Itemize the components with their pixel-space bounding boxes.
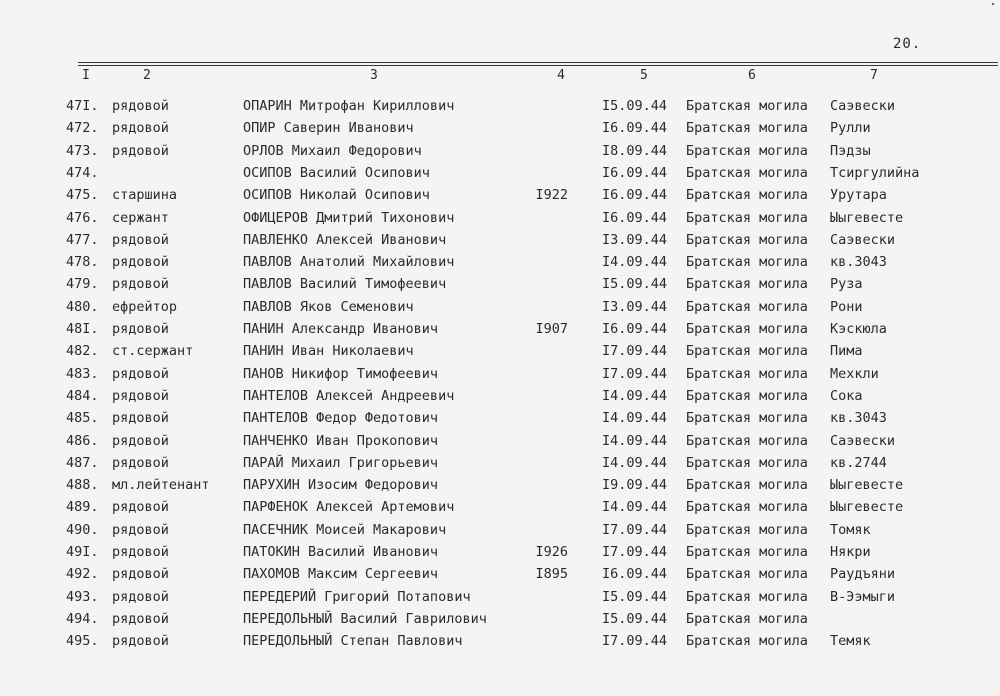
record-name: ПАРАЙ Михаил Григорьевич xyxy=(243,454,439,471)
record-burial-type: Братская могила xyxy=(686,544,808,560)
record-burial-place: Урутара xyxy=(830,187,887,204)
record-burial-type: Братская могила xyxy=(686,120,808,137)
record-death-date: I6.09.44 xyxy=(602,120,668,137)
header-rule-top xyxy=(78,62,998,63)
record-name: ОПИР Саверин Иванович xyxy=(243,120,414,137)
record-death-date: I4.09.44 xyxy=(602,387,668,404)
table-row xyxy=(0,118,1000,140)
record-birth-year: I926 xyxy=(535,544,568,560)
record-burial-place: Саэвески xyxy=(830,98,896,114)
record-number: 490. xyxy=(66,521,99,538)
record-name: ПАСЕЧНИК Моисей Макарович xyxy=(243,521,447,538)
record-name: ПАНИН Александр Иванович xyxy=(243,321,439,337)
record-rank: ст.сержант xyxy=(112,343,194,360)
record-rank: мл.лейтенант xyxy=(112,477,210,494)
record-death-date: I5.09.44 xyxy=(602,98,668,114)
record-burial-place: кв.3043 xyxy=(830,254,887,271)
table-row xyxy=(0,453,1000,475)
table-row xyxy=(0,587,1000,609)
record-rank: рядовой xyxy=(112,454,169,471)
column-header-2: 2 xyxy=(143,68,151,83)
record-death-date: I5.09.44 xyxy=(602,610,668,627)
record-number: 476. xyxy=(66,209,99,226)
record-burial-place: Пэдзы xyxy=(830,142,871,159)
record-rank: рядовой xyxy=(112,254,169,271)
record-rank: рядовой xyxy=(112,142,169,159)
record-burial-type: Братская могила xyxy=(686,231,808,248)
record-burial-type: Братская могила xyxy=(686,410,808,427)
record-number: 480. xyxy=(66,298,99,315)
record-number: 489. xyxy=(66,499,99,516)
record-burial-place: Темяк xyxy=(830,633,871,650)
record-number: 472. xyxy=(66,120,99,137)
record-death-date: I7.09.44 xyxy=(602,365,668,382)
table-row xyxy=(0,520,1000,542)
record-name: ПАРУХИН Изосим Федорович xyxy=(243,477,439,494)
table-row xyxy=(0,163,1000,185)
table-row xyxy=(0,386,1000,408)
record-burial-place: Саэвески xyxy=(830,231,896,248)
record-burial-type: Братская могила xyxy=(686,164,808,181)
record-burial-place: Раудъяни xyxy=(830,566,896,583)
record-number: 486. xyxy=(66,432,99,449)
record-rank: рядовой xyxy=(112,633,169,650)
record-name: ПАНТЕЛОВ Алексей Андреевич xyxy=(243,387,455,404)
record-number: 479. xyxy=(66,276,99,293)
table-row xyxy=(0,141,1000,163)
record-burial-place: В-Ээмыги xyxy=(830,588,896,605)
record-number: 493. xyxy=(66,588,99,605)
column-header-5: 5 xyxy=(640,68,648,83)
record-death-date: I3.09.44 xyxy=(602,231,668,248)
record-death-date: I6.09.44 xyxy=(602,321,668,337)
record-rank: рядовой xyxy=(112,521,169,538)
record-death-date: I7.09.44 xyxy=(602,544,668,560)
record-burial-type: Братская могила xyxy=(686,187,808,204)
record-burial-place: Сока xyxy=(830,387,863,404)
record-burial-place: Мехкли xyxy=(830,365,879,382)
record-number: 47I. xyxy=(66,98,99,114)
record-number: 495. xyxy=(66,633,99,650)
record-burial-type: Братская могила xyxy=(686,387,808,404)
record-rank: рядовой xyxy=(112,98,169,114)
table-row xyxy=(0,497,1000,519)
record-rank: рядовой xyxy=(112,231,169,248)
record-death-date: I4.09.44 xyxy=(602,432,668,449)
table-row xyxy=(0,542,1000,564)
paper-speck xyxy=(992,3,994,5)
record-burial-type: Братская могила xyxy=(686,454,808,471)
table-row xyxy=(0,96,1000,118)
table-row xyxy=(0,364,1000,386)
record-number: 49I. xyxy=(66,544,99,560)
record-name: ПАРФЕНОК Алексей Артемович xyxy=(243,499,455,516)
record-burial-type: Братская могила xyxy=(686,588,808,605)
record-number: 494. xyxy=(66,610,99,627)
table-row xyxy=(0,609,1000,631)
record-death-date: I9.09.44 xyxy=(602,477,668,494)
record-name: ПАХОМОВ Максим Сергеевич xyxy=(243,566,439,583)
column-header-3: 3 xyxy=(370,68,378,83)
table-row xyxy=(0,431,1000,453)
table-row xyxy=(0,475,1000,497)
table-row xyxy=(0,341,1000,363)
record-death-date: I6.09.44 xyxy=(602,187,668,204)
record-burial-type: Братская могила xyxy=(686,343,808,360)
record-burial-type: Братская могила xyxy=(686,499,808,516)
column-header-6: 6 xyxy=(748,68,756,83)
record-number: 484. xyxy=(66,387,99,404)
table-row xyxy=(0,564,1000,586)
record-death-date: I7.09.44 xyxy=(602,633,668,650)
record-rank: рядовой xyxy=(112,499,169,516)
record-name: ПАТОКИН Василий Иванович xyxy=(243,544,439,560)
record-rank: рядовой xyxy=(112,321,169,337)
record-death-date: I4.09.44 xyxy=(602,454,668,471)
record-rank: сержант xyxy=(112,209,169,226)
record-name: ОФИЦЕРОВ Дмитрий Тихонович xyxy=(243,209,455,226)
table-row xyxy=(0,185,1000,207)
record-number: 473. xyxy=(66,142,99,159)
table-row xyxy=(0,297,1000,319)
record-burial-type: Братская могила xyxy=(686,276,808,293)
record-rank: рядовой xyxy=(112,566,169,583)
record-number: 477. xyxy=(66,231,99,248)
record-burial-place: Рулли xyxy=(830,120,871,137)
table-row xyxy=(0,274,1000,296)
table-row xyxy=(0,408,1000,430)
table-row xyxy=(0,319,1000,341)
record-burial-type: Братская могила xyxy=(686,566,808,583)
record-death-date: I7.09.44 xyxy=(602,521,668,538)
record-burial-place: кв.2744 xyxy=(830,454,887,471)
record-death-date: I3.09.44 xyxy=(602,298,668,315)
record-rank: рядовой xyxy=(112,610,169,627)
record-death-date: I5.09.44 xyxy=(602,588,668,605)
record-death-date: I4.09.44 xyxy=(602,499,668,516)
record-number: 485. xyxy=(66,410,99,427)
record-burial-place: Ыыгевесте xyxy=(830,209,904,226)
record-rank: рядовой xyxy=(112,365,169,382)
table-row xyxy=(0,208,1000,230)
record-burial-place: Кэскюла xyxy=(830,321,887,337)
column-header-1: I xyxy=(82,68,90,83)
record-burial-type: Братская могила xyxy=(686,477,808,494)
record-number: 488. xyxy=(66,477,99,494)
record-rank: рядовой xyxy=(112,387,169,404)
record-death-date: I6.09.44 xyxy=(602,566,668,583)
record-rank: старшина xyxy=(112,187,178,204)
record-birth-year: I895 xyxy=(535,566,568,583)
column-header-4: 4 xyxy=(557,68,565,83)
record-number: 475. xyxy=(66,187,99,204)
record-name: ПАНОВ Никифор Тимофеевич xyxy=(243,365,439,382)
record-name: ПЕРЕДОЛЬНЫЙ Василий Гаврилович xyxy=(243,610,487,627)
record-death-date: I7.09.44 xyxy=(602,343,668,360)
record-burial-type: Братская могила xyxy=(686,209,808,226)
record-rank: рядовой xyxy=(112,276,169,293)
record-number: 492. xyxy=(66,566,99,583)
record-rank: рядовой xyxy=(112,544,169,560)
record-burial-type: Братская могила xyxy=(686,142,808,159)
record-burial-place: Ыыгевесте xyxy=(830,499,904,516)
record-death-date: I4.09.44 xyxy=(602,254,668,271)
record-death-date: I6.09.44 xyxy=(602,209,668,226)
table-row xyxy=(0,252,1000,274)
record-rank: рядовой xyxy=(112,120,169,137)
record-burial-type: Братская могила xyxy=(686,365,808,382)
record-burial-type: Братская могила xyxy=(686,254,808,271)
record-name: ПЕРЕДЕРИЙ Григорий Потапович xyxy=(243,588,471,605)
column-header-row xyxy=(0,66,1000,88)
record-name: ПЕРЕДОЛЬНЫЙ Степан Павлович xyxy=(243,633,463,650)
page-number: 20. xyxy=(893,36,922,52)
table-row xyxy=(0,230,1000,252)
record-number: 482. xyxy=(66,343,99,360)
record-number: 483. xyxy=(66,365,99,382)
record-rank: ефрейтор xyxy=(112,298,178,315)
record-birth-year: I907 xyxy=(535,321,568,337)
record-rank: рядовой xyxy=(112,432,169,449)
record-burial-place: Томяк xyxy=(830,521,871,538)
table-row xyxy=(0,631,1000,653)
record-rank: рядовой xyxy=(112,588,169,605)
record-name: ОРЛОВ Михаил Федорович xyxy=(243,142,422,159)
record-number: 474. xyxy=(66,164,99,181)
record-burial-type: Братская могила xyxy=(686,610,808,627)
record-number: 48I. xyxy=(66,321,99,337)
record-burial-place: кв.3043 xyxy=(830,410,887,427)
record-burial-place: Тсиргулийна xyxy=(830,164,920,181)
record-death-date: I8.09.44 xyxy=(602,142,668,159)
record-death-date: I5.09.44 xyxy=(602,276,668,293)
record-burial-type: Братская могила xyxy=(686,432,808,449)
record-name: ОСИПОВ Николай Осипович xyxy=(243,187,430,204)
record-burial-place: Руза xyxy=(830,276,863,293)
record-number: 487. xyxy=(66,454,99,471)
record-death-date: I4.09.44 xyxy=(602,410,668,427)
record-name: ПАНИН Иван Николаевич xyxy=(243,343,414,360)
record-name: ПАВЛОВ Яков Семенович xyxy=(243,298,414,315)
record-burial-place: Пима xyxy=(830,343,863,360)
record-burial-type: Братская могила xyxy=(686,298,808,315)
record-burial-place: Рони xyxy=(830,298,863,315)
column-header-7: 7 xyxy=(870,68,878,83)
record-burial-type: Братская могила xyxy=(686,321,808,337)
record-name: ПАНЧЕНКО Иван Прокопович xyxy=(243,432,439,449)
record-burial-place: Някри xyxy=(830,544,871,560)
record-name: ПАВЛОВ Василий Тимофеевич xyxy=(243,276,447,293)
record-birth-year: I922 xyxy=(535,187,568,204)
record-burial-place: Ыыгевесте xyxy=(830,477,904,494)
record-name: ПАВЛЕНКО Алексей Иванович xyxy=(243,231,447,248)
record-burial-place: Саэвески xyxy=(830,432,896,449)
record-burial-type: Братская могила xyxy=(686,98,808,114)
record-burial-type: Братская могила xyxy=(686,521,808,538)
record-number: 478. xyxy=(66,254,99,271)
record-name: ПАНТЕЛОВ Федор Федотович xyxy=(243,410,439,427)
record-name: ОПАРИН Митрофан Кириллович xyxy=(243,98,455,114)
record-rank: рядовой xyxy=(112,410,169,427)
record-name: ПАВЛОВ Анатолий Михайлович xyxy=(243,254,455,271)
record-burial-type: Братская могила xyxy=(686,633,808,650)
record-name: ОСИПОВ Василий Осипович xyxy=(243,164,430,181)
record-death-date: I6.09.44 xyxy=(602,164,668,181)
